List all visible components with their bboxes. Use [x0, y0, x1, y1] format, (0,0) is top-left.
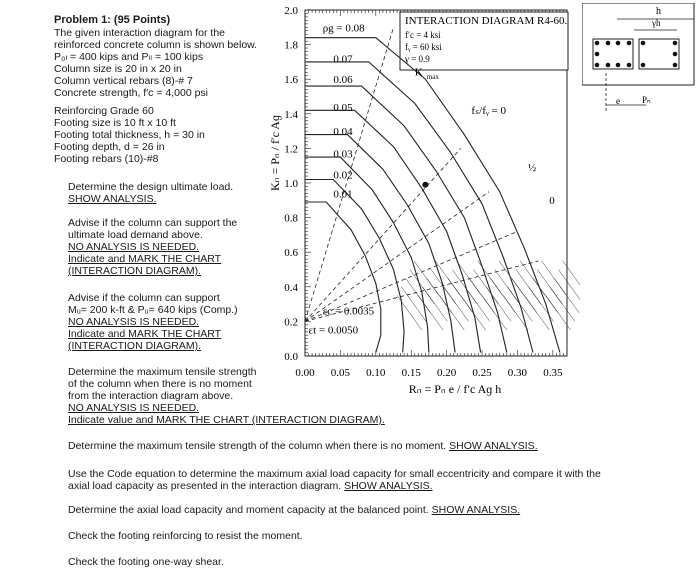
spec-line: Footing total thickness, h = 30 in [54, 129, 205, 141]
hatch-line [533, 278, 558, 313]
hatch-line [431, 270, 456, 305]
hatch-line [563, 261, 580, 296]
rho-label: 0.04 [333, 126, 353, 139]
chart-param: γ = 0.9 [405, 54, 430, 64]
task2-note: Indicate and MARK THE CHART [68, 253, 222, 265]
rebar-dot [673, 52, 678, 57]
question-2: Use the Code equation to determine the maximum axial load capacity for small eccentricity and compare it with the [68, 468, 601, 480]
hatch-line [469, 278, 494, 313]
rebar-dot [673, 41, 678, 46]
rebar-dot [595, 63, 600, 68]
hatch-line [499, 261, 524, 296]
y-tick-label: 1.4 [284, 108, 298, 121]
intro-line: The given interaction diagram for the [54, 27, 226, 39]
task4-text: from the interaction diagram above. [68, 390, 234, 402]
task3-note: Indicate and MARK THE CHART [68, 328, 222, 340]
hatch-line [410, 270, 435, 305]
hatch-line [452, 270, 477, 305]
x-tick-label: 0.35 [543, 367, 563, 379]
task2-note: (INTERACTION DIAGRAM). [68, 265, 201, 277]
interaction-diagram [255, 0, 580, 400]
task3-note: (INTERACTION DIAGRAM). [68, 340, 201, 352]
hatch-line [418, 295, 443, 330]
x-tick-label: 0.15 [401, 367, 421, 379]
y-tick-label: 2.0 [284, 5, 298, 17]
y-tick-label: 0.6 [284, 247, 298, 260]
rebar-dot [606, 41, 611, 46]
inset-gh-label: γh [652, 18, 661, 28]
question-2-cont [68, 480, 433, 492]
hatch-line [482, 295, 507, 330]
task1-text: Determine the design ultimate load. [68, 181, 234, 193]
hatch-line [512, 278, 537, 313]
task4-note: NO ANALYSIS IS NEEDED. [68, 402, 200, 414]
task4-text: Determine the maximum tensile strength [68, 366, 257, 378]
hatch-line [525, 295, 550, 330]
x-tick-label: 0.00 [295, 367, 315, 379]
hatch-line [397, 295, 422, 330]
eps-s-label: εt = 0.0050 [308, 324, 359, 337]
hatch-line [516, 270, 541, 305]
kmax-label: K [414, 66, 423, 79]
hatch-line [406, 278, 431, 313]
y-tick-label: 1.2 [284, 143, 298, 156]
intro-line: reinforced concrete column is shown below. [54, 39, 258, 51]
y-tick-label: 0.2 [284, 316, 298, 329]
hatch-line [457, 261, 482, 296]
rebar-dot [641, 41, 646, 46]
task4-note: Indicate value and MARK THE CHART (INTERACTION DIAGRAM). [68, 414, 385, 426]
column-section-inset [582, 3, 697, 113]
hatch-line [401, 287, 426, 322]
hatch-line [495, 270, 520, 305]
rebar-dot [627, 63, 632, 68]
rho-label: 0.06 [333, 74, 353, 87]
task1-note: SHOW ANALYSIS. [68, 193, 157, 205]
y-tick-label: 0.4 [284, 281, 298, 294]
intro-line: Column vertical rebars (8)-# 7 [54, 75, 193, 87]
intro-line: Column size is 20 in x 20 in [54, 63, 182, 75]
rebar-dot [606, 63, 611, 68]
question-text: Determine the maximum tensile strength of the column when there is no moment. [68, 440, 447, 452]
rho-label: 0.01 [333, 188, 353, 201]
y-tick-label: 1.8 [284, 39, 298, 52]
spec-line: Footing size is 10 ft x 10 ft [54, 117, 176, 129]
rebar-dot [627, 41, 632, 46]
rebar-dot [595, 52, 600, 57]
hatch-line [520, 261, 545, 296]
task4-text: of the column when there is no moment [68, 378, 252, 390]
task2-text: ultimate load demand above. [68, 229, 203, 241]
chart-param: fᵧ = 60 ksi [405, 42, 442, 52]
x-tick-label: 0.25 [472, 367, 492, 379]
rho-label: 0.07 [333, 53, 353, 66]
chart-title: INTERACTION DIAGRAM R4-60. [405, 15, 568, 27]
spec-line: Footing rebars (10)-#8 [54, 153, 159, 165]
hatch-line [550, 287, 575, 322]
kmax-sub-label: max [426, 73, 439, 82]
eps-c-label: εc = 0.0035 [322, 305, 375, 318]
y-tick-label: 0.8 [284, 212, 298, 225]
question-5: Check the footing one-way shear. [68, 556, 224, 568]
task3-text: Mᵤ= 200 k-ft & Pᵤ= 640 kips (Comp.) [68, 304, 238, 316]
hatch-line [465, 287, 490, 322]
problem-title: Problem 1: (95 Points) [54, 14, 171, 26]
x-tick-label: 0.20 [436, 367, 457, 379]
inset-h-label: h [656, 6, 661, 17]
hatch-line [537, 270, 562, 305]
task2-text: Advise if the column can support the [68, 217, 238, 229]
chart-param: f′c = 4 ksi [405, 30, 441, 40]
strain-line [305, 148, 461, 321]
inset-rebars [595, 41, 678, 68]
question-4: Check the footing reinforcing to resist the moment. [68, 530, 303, 542]
rebar-dot [595, 41, 600, 46]
rho-label: ρg = 0.08 [322, 22, 365, 35]
rho-label: 0.03 [333, 148, 353, 161]
spec-line: Footing depth, d = 26 in [54, 141, 165, 153]
zero-ratio-label: 0 [549, 194, 555, 207]
inset-p-label: Pₙ [642, 95, 651, 105]
question-text: Determine the axial load capacity and moment capacity at the balanced point. [68, 504, 429, 516]
x-tick-label: 0.10 [366, 367, 386, 379]
question-1 [68, 440, 538, 452]
y-tick-label: 1.0 [284, 178, 298, 190]
hatch-line [427, 278, 452, 313]
rho-label: 0.05 [333, 101, 353, 114]
intro-line: P₀ₗ = 400 kips and Pₗₗ = 100 kips [54, 51, 204, 63]
hatch-line [435, 261, 460, 296]
rho-label: 0.02 [333, 169, 353, 182]
fs-ratio-label: fₛ/fᵧ = 0 [471, 104, 507, 117]
question-note: SHOW ANALYSIS. [449, 440, 538, 452]
question-3 [68, 504, 520, 516]
x-tick-label: 0.30 [507, 367, 528, 379]
x-axis-label: Rₙ = Pₙ e / f′c Aɡ h [408, 382, 502, 396]
question-note: SHOW ANALYSIS. [344, 480, 433, 492]
strain-line [305, 192, 489, 322]
hatch-line [491, 278, 516, 313]
hatch-line [474, 270, 499, 305]
rebar-dot [673, 63, 678, 68]
y-tick-label: 0.0 [284, 351, 298, 363]
x-tick-label: 0.05 [330, 367, 351, 379]
half-ratio-label: ½ [528, 161, 537, 174]
task3-note: NO ANALYSIS IS NEEDED. [68, 316, 200, 328]
y-axis-label: Kₙ = Pₙ / f′c Aɡ [268, 115, 282, 191]
hatch-line [448, 278, 473, 313]
spec-line: Reinforcing Grade 60 [54, 105, 154, 117]
inset-e-label: e [616, 96, 620, 106]
intro-line: Concrete strength, f′c = 4,000 psi [54, 87, 209, 99]
question-note: SHOW ANALYSIS. [431, 504, 521, 516]
task3-text: Advise if the column can support [68, 292, 220, 304]
rebar-dot [616, 41, 621, 46]
hatch-line [542, 261, 567, 296]
hatch-line [461, 295, 486, 330]
interaction-curve [305, 135, 455, 353]
hatch-line [440, 295, 465, 330]
question-text: axial load capacity as presented in the interaction diagram. [68, 480, 342, 492]
hatch-line [503, 295, 528, 330]
y-tick-label: 1.6 [284, 74, 298, 87]
hatch-line [508, 287, 533, 322]
rebar-dot [641, 63, 646, 68]
interaction-curve [305, 157, 429, 352]
rebar-dot [616, 63, 621, 68]
task2-note: NO ANALYSIS IS NEEDED. [68, 241, 200, 253]
balanced-point [422, 182, 428, 188]
